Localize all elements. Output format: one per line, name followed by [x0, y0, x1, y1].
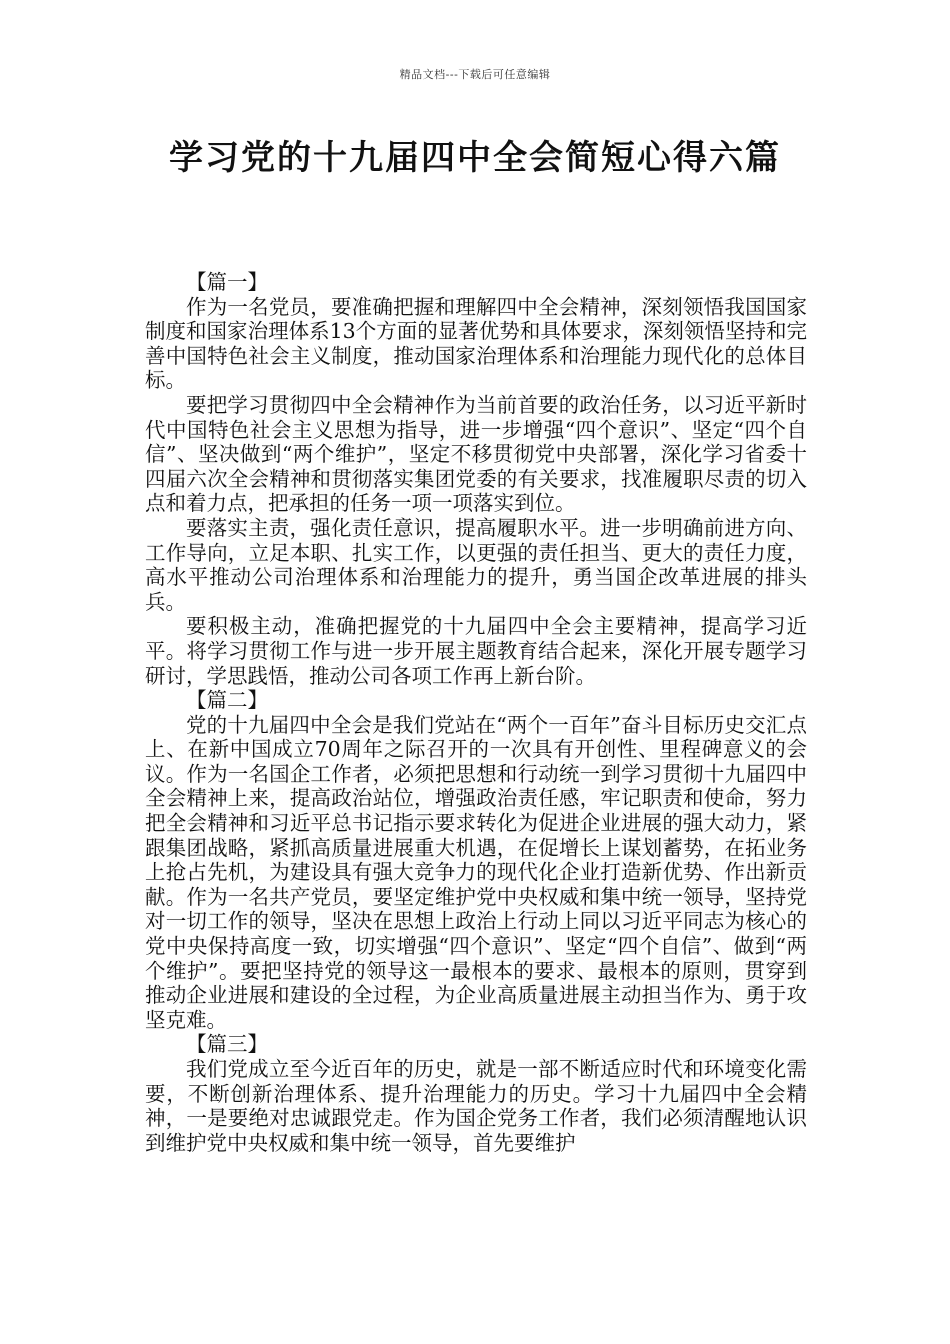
paragraph: 我们党成立至今近百年的历史，就是一部不断适应时代和环境变化需要，不断创新治理体系、提升治理能力的历史。学习十九届四中全会精神，一是要绝对忠诚跟党走。作为国企党务工作者，我们必须清醒地认识到维护党中央权威和集中统一领导，首先要维护 — [145, 1057, 807, 1155]
paragraph: 党的十九届四中全会是我们党站在“两个一百年”奋斗目标历史交汇点上、在新中国成立70周年之际召开的一次具有开创性、里程碑意义的会议。作为一名国企工作者，必须把思想和行动统一到学习贯彻十九届四中全会精神上来，提高政治站位，增强政治责任感，牢记职责和使命，努力把全会精神和习近平总书记指示要求转化为促进企业进展的强大动力，紧跟集团战略，紧抓高质量进展重大机遇，在促增长上谋划蓄势，在拓业务上抢占先机，为建设具有强大竞争力的现代化企业打造新优势、作出新贡献。作为一名共产党员，要坚定维护党中央权威和集中统一领导，坚持党对一切工作的领导，坚决在思想上政治上行动上同以习近平同志为核心的党中央保持高度一致，切实增强“四个意识”、坚定“四个自信”、做到“两个维护”。要把坚持党的领导这一最根本的要求、最根本的原则，贯穿到推动企业进展和建设的全过程，为企业高质量进展主动担当作为、勇于攻坚克难。 — [145, 712, 807, 1032]
paragraph: 要落实主责，强化责任意识，提高履职水平。进一步明确前进方向、工作导向，立足本职、扎实工作，以更强的责任担当、更大的责任力度，高水平推动公司治理体系和治理能力的提升，勇当国企改革进展的排头兵。 — [145, 515, 807, 614]
document-body — [145, 270, 807, 1155]
section-heading-3: 【篇三】 — [186, 1032, 268, 1057]
paragraph: 要积极主动，准确把握党的十九届四中全会主要精神，提高学习近平。将学习贯彻工作与进一步开展主题教育结合起来，深化开展专题学习研讨，学思践悟，推动公司各项工作再上新台阶。 — [145, 614, 807, 688]
header-note: 精品文档---下载后可任意编辑 — [399, 68, 551, 81]
section-heading-2: 【篇二】 — [186, 688, 268, 713]
paragraph: 作为一名党员，要准确把握和理解四中全会精神，深刻领悟我国国家制度和国家治理体系13个方面的显著优势和具体要求，深刻领悟坚持和完善中国特色社会主义制度，推动国家治理体系和治理能力现代化的总体目标。 — [145, 294, 807, 393]
section-heading-1: 【篇一】 — [186, 270, 268, 294]
document-title: 学习党的十九届四中全会简短心得六篇 — [169, 138, 781, 178]
paragraph: 要把学习贯彻四中全会精神作为当前首要的政治任务，以习近平新时代中国特色社会主义思想为指导，进一步增强“四个意识”、坚定“四个自信”、坚决做到“两个维护”，坚定不移贯彻党中央部署，深化学习省委十四届六次全会精神和贯彻落实集团党委的有关要求，找准履职尽责的切入点和着力点，把承担的任务一项一项落实到位。 — [145, 392, 807, 516]
